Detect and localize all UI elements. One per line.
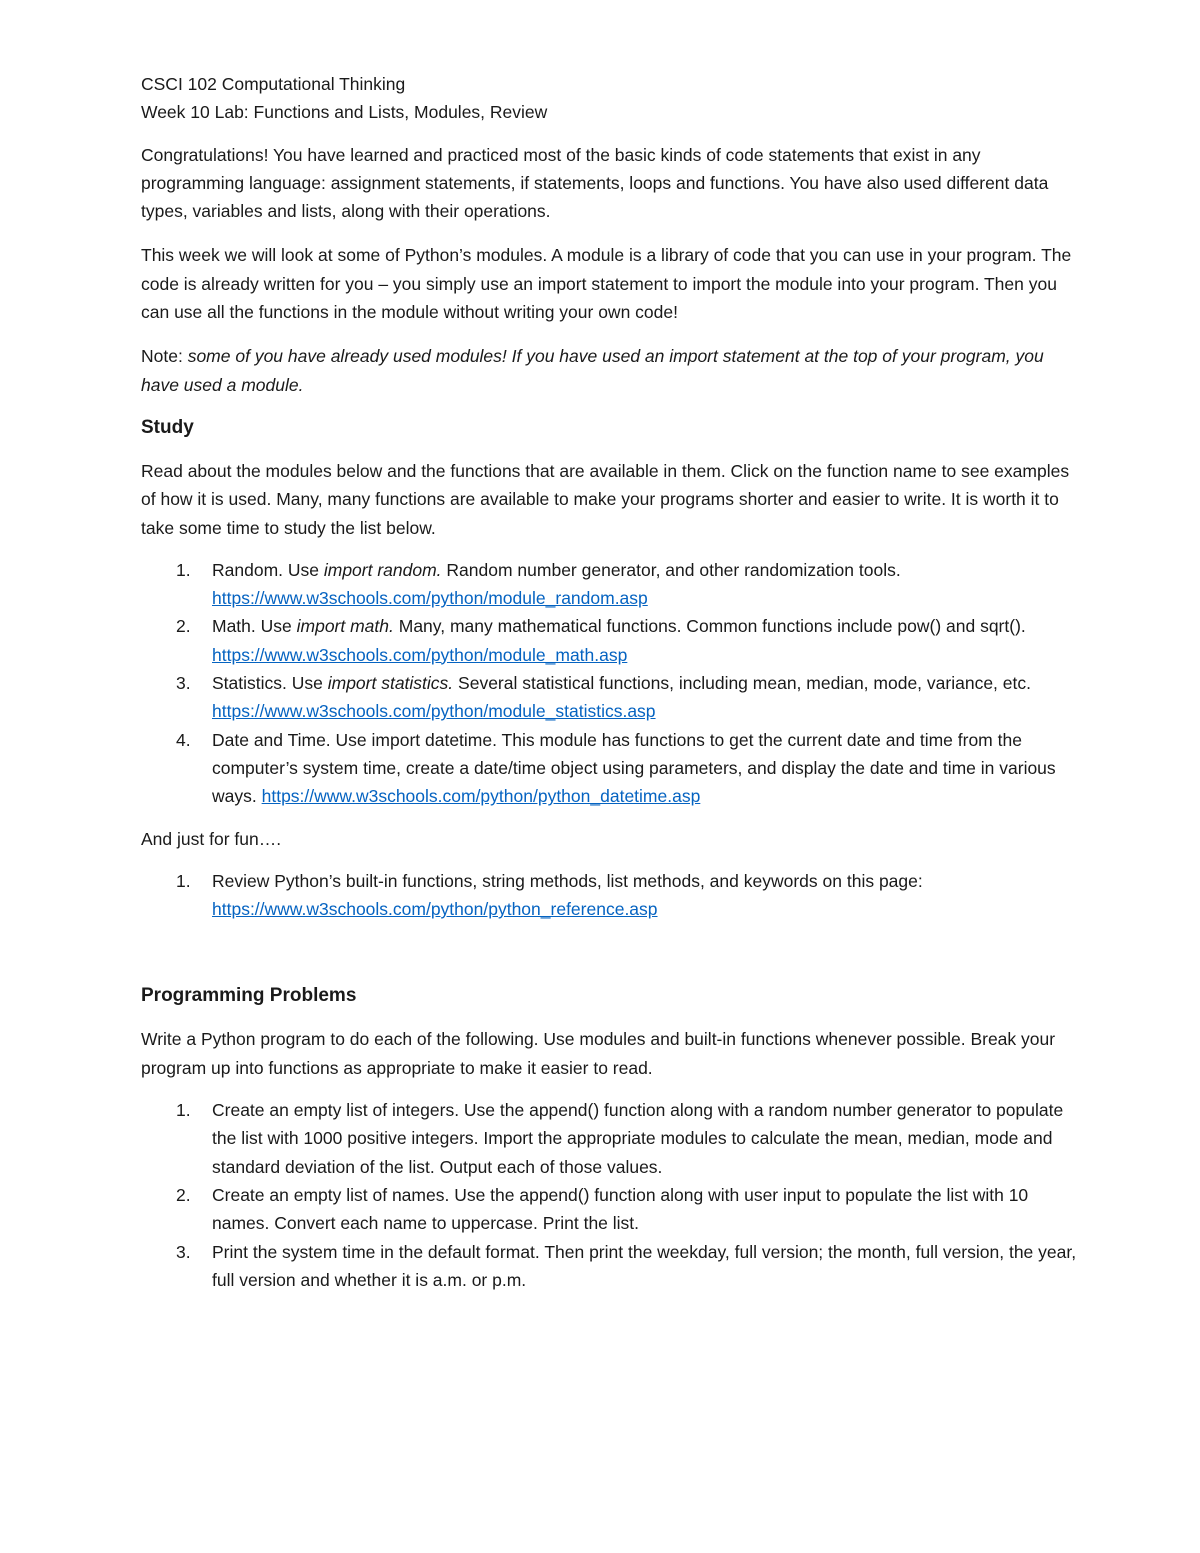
list-item-number: 3.: [176, 1241, 191, 1262]
list-item: [141, 1096, 1080, 1181]
list-item: [141, 726, 1080, 811]
list-item-number: 2.: [176, 1184, 191, 1205]
list-item: [141, 669, 1080, 726]
problems-list: [141, 1096, 1080, 1294]
list-item-text: Review Python’s built-in functions, string methods, list methods, and keywords on this page:: [212, 870, 923, 891]
statistics-module-link[interactable]: https://www.w3schools.com/python/module_statistics.asp: [212, 701, 656, 722]
list-item-number: 1.: [176, 559, 191, 580]
list-item-text: Create an empty list of integers. Use the append() function along with a random number generator to populate the list with 1000 positive integers. Import the appropriate modules to calculate the mean, median, mode and standard deviation of the list. Output each of those values.: [212, 1100, 1064, 1177]
lab-title: Week 10 Lab: Functions and Lists, Modules, Review: [141, 102, 548, 123]
list-item-rest: Many, many mathematical functions. Common functions include pow() and sqrt().: [393, 616, 1026, 637]
note-text: some of you have already used modules! If you have used an import statement at the top of your program, you have used a module.: [141, 346, 1044, 395]
problems-intro: Write a Python program to do each of the following. Use modules and built-in functions whenever possible. Break your program up into functions as appropriate to make it easier to read.: [141, 1029, 1056, 1078]
fun-list: [141, 867, 1080, 924]
fun-intro: And just for fun….: [141, 828, 282, 849]
math-module-link[interactable]: https://www.w3schools.com/python/module_math.asp: [212, 644, 628, 665]
list-item: [141, 1181, 1080, 1238]
list-item-text: Create an empty list of names. Use the append() function along with user input to populate the list with 10 names. Convert each name to uppercase. Print the list.: [212, 1184, 1029, 1234]
list-item: [141, 1238, 1080, 1295]
random-module-link[interactable]: https://www.w3schools.com/python/module_random.asp: [212, 588, 648, 609]
list-item-number: 1.: [176, 1100, 191, 1121]
list-item-number: 4.: [176, 729, 191, 750]
list-item-emphasis: import math.: [296, 616, 394, 637]
note-paragraph: [141, 342, 1080, 399]
list-item-lead: Date and Time. Use import datetime. This module has functions to get the current date and time from the computer’s system time, create a date/time object using parameters, and display the date and time in various ways.: [212, 729, 1056, 807]
study-module-list: [141, 556, 1080, 811]
list-item-lead: Random. Use: [212, 559, 324, 580]
list-item-lead: Math. Use: [212, 616, 297, 637]
list-item: [141, 612, 1080, 669]
intro-paragraph-2: This week we will look at some of Python’s modules. A module is a library of code that you can use in your program. The code is already written for you – you simply use an import statement to import the module into your program. Then you can use all the functions in the module without writing your own code!: [141, 245, 1072, 323]
list-item-number: 3.: [176, 673, 191, 694]
programming-problems-heading: Programming Problems: [141, 985, 357, 1007]
list-item-rest: Several statistical functions, including mean, median, mode, variance, etc.: [453, 673, 1031, 694]
study-heading: Study: [141, 416, 194, 438]
note-label: Note:: [141, 346, 188, 367]
list-item-emphasis: import statistics.: [327, 673, 454, 694]
list-item: [141, 867, 1080, 924]
list-item-text: Print the system time in the default format. Then print the weekday, full version; the month, full version, the year, full version and whether it is a.m. or p.m.: [212, 1241, 1077, 1290]
intro-paragraph-1: Congratulations! You have learned and practiced most of the basic kinds of code statements that exist in any programming language: assignment statements, if statements, loops and functions. You have also used different data types, variables and lists, along with their operations.: [141, 144, 1049, 222]
study-intro: Read about the modules below and the functions that are available in them. Click on the function name to see examples of how it is used. Many, many functions are available to make your programs shorter and easier to write. It is worth it to take some time to study the list below.: [141, 460, 1070, 538]
list-item-number: 1.: [176, 870, 191, 891]
python-reference-link[interactable]: https://www.w3schools.com/python/python_reference.asp: [212, 899, 658, 920]
list-item-lead: Statistics. Use: [212, 673, 328, 694]
list-item-emphasis: import random.: [323, 559, 442, 580]
list-item-number: 2.: [176, 616, 191, 637]
datetime-module-link[interactable]: https://www.w3schools.com/python/python_datetime.asp: [261, 786, 701, 807]
list-item: [141, 556, 1080, 613]
list-item-rest: Random number generator, and other randomization tools.: [441, 559, 901, 580]
course-title: CSCI 102 Computational Thinking: [141, 74, 406, 94]
